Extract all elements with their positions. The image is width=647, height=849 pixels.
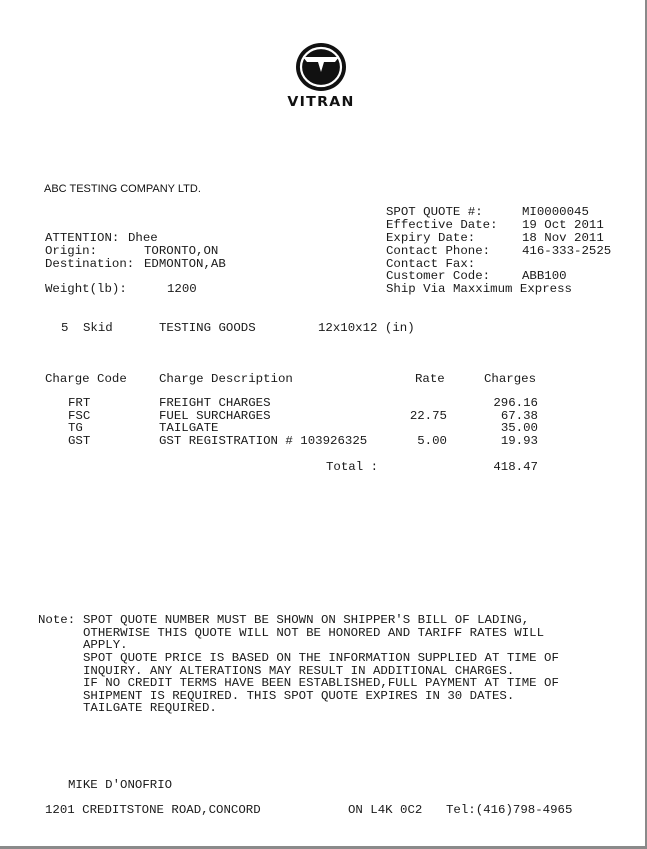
origin-label: Origin: <box>45 244 98 258</box>
contact-fax-label: Contact Fax: <box>386 257 476 271</box>
note-line: TAILGATE REQUIRED. <box>83 701 217 715</box>
vitran-logo <box>272 42 370 110</box>
destination-value: EDMONTON,AB <box>144 257 226 271</box>
contact-phone-label: Contact Phone: <box>386 244 491 258</box>
effective-date-label: Effective Date: <box>386 218 498 232</box>
footer-tel: Tel:(416)798-4965 <box>446 803 573 817</box>
spot-quote-value: MI0000045 <box>522 205 589 219</box>
item-unit: Skid <box>83 321 113 335</box>
expiry-date-label: Expiry Date: <box>386 231 476 245</box>
charge-description: FREIGHT CHARGES <box>159 396 271 410</box>
expiry-date-value: 18 Nov 2011 <box>522 231 604 245</box>
origin-value: TORONTO,ON <box>144 244 219 258</box>
ship-via-label: Ship Via <box>386 282 446 296</box>
charge-description: GST REGISTRATION # 103926325 <box>159 434 368 448</box>
charge-code: FSC <box>68 409 91 423</box>
destination-label: Destination: <box>45 257 135 271</box>
note-line: INQUIRY. ANY ALTERATIONS MAY RESULT IN ADDITIONAL CHARGES. <box>83 664 515 678</box>
header-rate: Rate <box>415 372 445 386</box>
footer-postal: ON L4K 0C2 <box>348 803 423 817</box>
note-label: Note: <box>38 613 76 627</box>
note-line: SPOT QUOTE PRICE IS BASED ON THE INFORMATION SUPPLIED AT TIME OF <box>83 651 559 665</box>
note-line: OTHERWISE THIS QUOTE WILL NOT BE HONORED AND TARIFF RATES WILL <box>83 626 545 640</box>
total-value: 418.47 <box>493 460 538 474</box>
weight-label: Weight(lb): <box>45 282 127 296</box>
note-line: IF NO CREDIT TERMS HAVE BEEN ESTABLISHED,FULL PAYMENT AT TIME OF <box>83 676 559 690</box>
contact-phone-value: 416-333-2525 <box>522 244 612 258</box>
charge-rate: 22.75 <box>409 409 447 423</box>
charge-code: GST <box>68 434 91 448</box>
note-line: SPOT QUOTE NUMBER MUST BE SHOWN ON SHIPPER'S BILL OF LADING, <box>83 613 530 627</box>
header-charge-code: Charge Code <box>45 372 127 386</box>
attention-value: Dhee <box>128 231 158 245</box>
header-charge-description: Charge Description <box>159 372 293 386</box>
charge-amount: 19.93 <box>500 434 538 448</box>
charge-code: FRT <box>68 396 91 410</box>
charge-description: FUEL SURCHARGES <box>159 409 271 423</box>
company-name: ABC TESTING COMPANY LTD. <box>44 183 201 195</box>
footer-address: 1201 CREDITSTONE ROAD,CONCORD <box>45 803 261 817</box>
spot-quote-label: SPOT QUOTE #: <box>386 205 483 219</box>
vitran-v-wheel-logo-icon <box>294 42 348 92</box>
item-description: TESTING GOODS <box>159 321 256 335</box>
charge-rate: 5.00 <box>417 434 447 448</box>
attention-label: ATTENTION: <box>45 231 120 245</box>
total-label: Total : <box>326 460 379 474</box>
note-line: SHIPMENT IS REQUIRED. THIS SPOT QUOTE EXPIRES IN 30 DATES. <box>83 689 515 703</box>
charge-code: TG <box>68 421 83 435</box>
contact-name: MIKE D'ONOFRIO <box>68 778 173 792</box>
charge-amount: 296.16 <box>493 396 538 410</box>
item-dimensions: 12x10x12 (in) <box>318 321 415 335</box>
charge-amount: 67.38 <box>500 409 538 423</box>
item-qty: 5 <box>61 321 69 335</box>
charge-amount: 35.00 <box>500 421 538 435</box>
note-line: APPLY. <box>83 638 128 652</box>
weight-value: 1200 <box>167 282 197 296</box>
charge-description: TAILGATE <box>159 421 219 435</box>
customer-code-value: ABB100 <box>522 269 567 283</box>
logo-wordmark: VITRAN <box>287 94 355 110</box>
customer-code-label: Customer Code: <box>386 269 491 283</box>
header-charges: Charges <box>484 372 537 386</box>
effective-date-value: 19 Oct 2011 <box>522 218 604 232</box>
ship-via-value: Maxximum Express <box>453 282 572 296</box>
